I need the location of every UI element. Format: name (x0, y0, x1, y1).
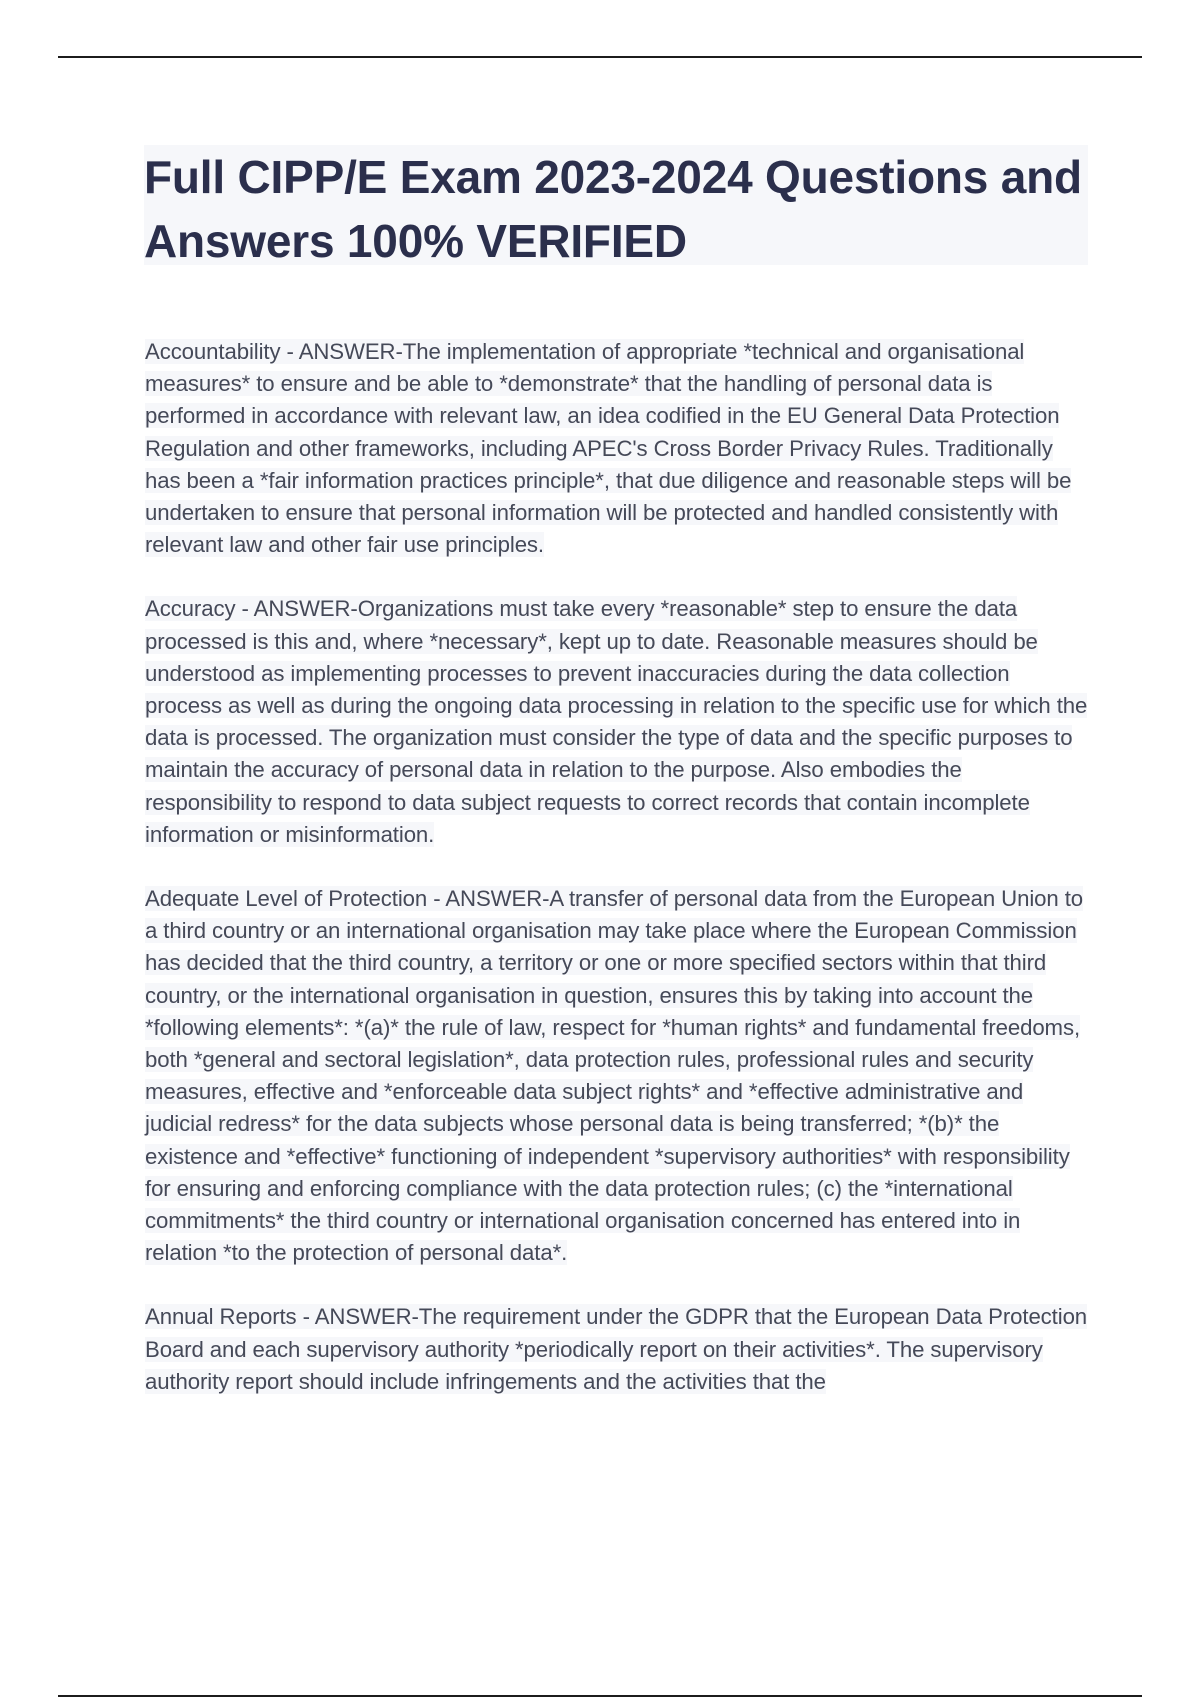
bottom-divider (58, 1695, 1142, 1697)
title-block (144, 145, 1088, 265)
entry-text: Annual Reports - ANSWER-The requirement under the GDPR that the European Data Protection Board and each supervisory authority *periodically report on their activities*. The supervisory authority report should include infringements and the activities that the (145, 1304, 1088, 1394)
entry-accuracy (145, 593, 1090, 851)
entry-text: Adequate Level of Protection - ANSWER-A transfer of personal data from the European Union to a third country or an international organisation may take place where the European Commission has decided that the third country, a territory or one or more specified sectors within that third country, or the international organisation in question, ensures this by taking into account the *following elements*: *(a)* the rule of law, respect for *human rights* and fundamental freedoms, both *general and sectoral legislation*, data protection rules, professional rules and security measures, effective and *enforceable data subject rights* and *effective administrative and judicial redress* for the data subjects whose personal data is being transferred; *(b)* the existence and *effective* functioning of independent *supervisory authorities* with responsibility for ensuring and enforcing compliance with the data protection rules; (c) the *international commitments* the third country or international organisation concerned has entered into in relation *to the protection of personal data*. (145, 886, 1083, 1266)
top-divider (58, 56, 1142, 58)
entry-adequate-level-of-protection (145, 883, 1090, 1269)
entry-annual-reports (145, 1301, 1090, 1398)
entry-text: Accountability - ANSWER-The implementation of appropriate *technical and organisational measures* to ensure and be able to *demonstrate* that the handling of personal data is performed in accordance with relevant law, an idea codified in the EU General Data Protection Regulation and other frameworks, including APEC's Cross Border Privacy Rules. Traditionally has been a *fair information practices principle*, that due diligence and reasonable steps will be undertaken to ensure that personal information will be protected and handled consistently with relevant law and other fair use principles. (145, 339, 1072, 558)
entry-text: Accuracy - ANSWER-Organizations must take every *reasonable* step to ensure the data processed is this and, where *necessary*, kept up to date. Reasonable measures should be understood as implementing processes to prevent inaccuracies during the data collection process as well as during the ongoing data processing in relation to the specific use for which the data is processed. The organization must consider the type of data and the specific purposes to maintain the accuracy of personal data in relation to the purpose. Also embodies the responsibility to respond to data subject requests to correct records that contain incomplete information or misinformation. (145, 596, 1088, 847)
document-body (145, 336, 1090, 1430)
document-title: Full CIPP/E Exam 2023-2024 Questions and Answers 100% VERIFIED (144, 151, 1082, 267)
entry-accountability (145, 336, 1090, 561)
